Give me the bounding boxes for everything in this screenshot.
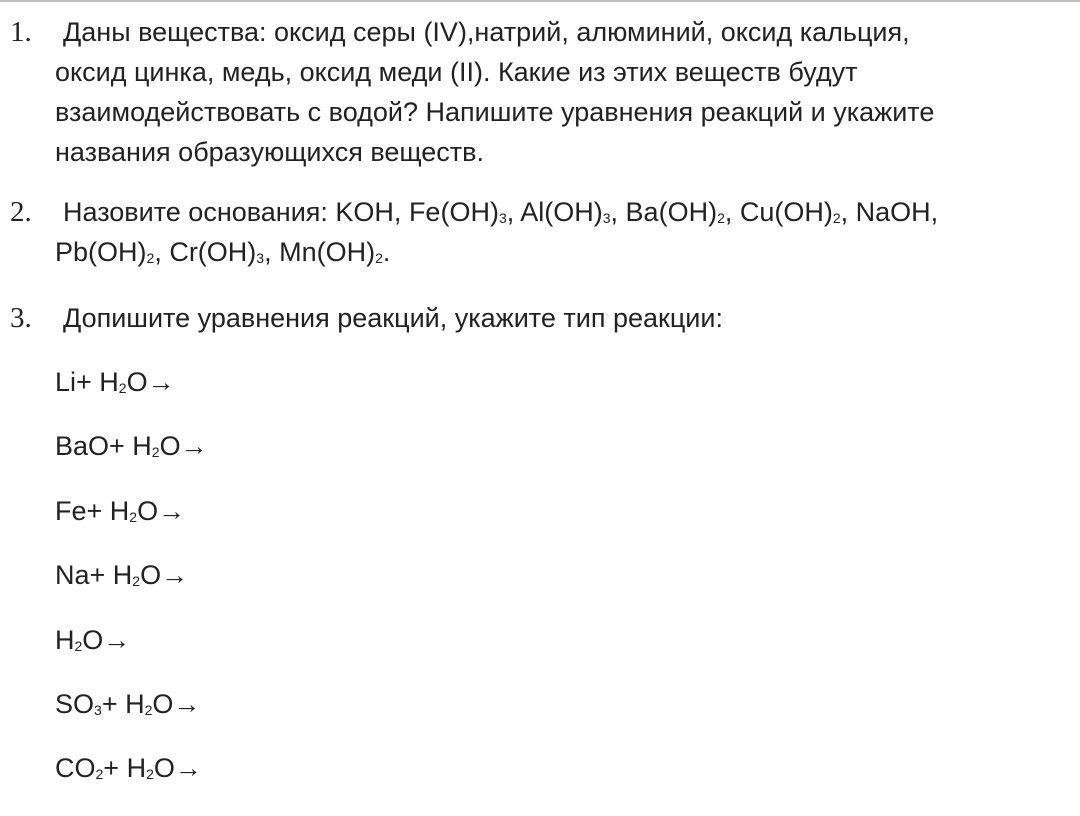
- text-run: + H: [101, 689, 145, 719]
- equation: [55, 750, 202, 790]
- subscript: 2: [717, 210, 725, 226]
- equation: [55, 428, 208, 468]
- question-text: [55, 12, 1065, 172]
- question-line: оксид цинка, медь, оксид меди (II). Какие из этих веществ будут: [55, 57, 858, 87]
- subscript: 2: [129, 509, 138, 525]
- text-run: , Ba(OH): [610, 197, 718, 227]
- question-1: [0, 12, 1080, 172]
- question-text: [55, 192, 1065, 272]
- text-run: Na+ H: [55, 560, 133, 590]
- text-run: .: [382, 237, 391, 267]
- equation: [55, 622, 130, 662]
- text-run: , Cu(OH): [724, 197, 833, 227]
- question-2: [0, 192, 1080, 272]
- subscript: 2: [74, 638, 83, 654]
- question-number: 3.: [10, 302, 32, 334]
- text-run: Назовите основания: KOH, Fe(OH): [63, 197, 499, 227]
- equation: [55, 557, 188, 597]
- text-run: SO: [55, 689, 95, 719]
- text-run: O→: [137, 496, 186, 526]
- subscript: 2: [146, 250, 155, 266]
- question-number: 2.: [10, 196, 32, 228]
- text-run: O→: [159, 431, 208, 461]
- subscript: 2: [151, 444, 160, 460]
- text-run: , Al(OH): [506, 197, 603, 227]
- text-run: + H: [103, 753, 147, 783]
- question-line: взаимодействовать с водой? Напишите уравнения реакций и укажите: [55, 97, 935, 127]
- subscript: 2: [95, 766, 104, 782]
- question-number: 1.: [10, 16, 32, 48]
- text-run: O→: [153, 753, 202, 783]
- text-run: , Cr(OH): [154, 237, 257, 267]
- subscript: 2: [832, 210, 841, 226]
- subscript: 2: [118, 380, 127, 396]
- subscript: 3: [94, 702, 102, 718]
- text-run: CO: [55, 753, 96, 783]
- text-run: O→: [82, 625, 131, 655]
- subscript: 2: [375, 250, 383, 266]
- text-run: , Mn(OH): [264, 237, 376, 267]
- text-run: O→: [126, 367, 175, 397]
- text-run: O→: [140, 560, 189, 590]
- question-line: Даны вещества: оксид серы (IV),натрий, алюминий, оксид кальция,: [63, 17, 910, 47]
- question-line: названия образующихся веществ.: [55, 137, 485, 167]
- text-run: Fe+ H: [55, 496, 130, 526]
- question-line: Допишите уравнения реакций, укажите тип реакции:: [63, 303, 723, 333]
- top-border: [0, 0, 1080, 2]
- equation: [55, 493, 185, 533]
- subscript: 3: [602, 210, 611, 226]
- question-3: [0, 298, 1080, 338]
- subscript: 3: [256, 250, 265, 266]
- subscript: 2: [146, 766, 154, 782]
- text-run: BaO+ H: [55, 431, 152, 461]
- question-line: [55, 232, 1065, 272]
- subscript: 2: [144, 702, 153, 718]
- text-run: , NaOH,: [840, 197, 939, 227]
- question-line: [55, 192, 1065, 232]
- text-run: Li+ H: [55, 367, 119, 397]
- equation: [55, 364, 175, 404]
- text-run: Pb(OH): [55, 237, 147, 267]
- equation: [55, 686, 200, 726]
- question-text: [55, 298, 1065, 338]
- subscript: 2: [132, 573, 141, 589]
- subscript: 3: [498, 210, 507, 226]
- text-run: O→: [152, 689, 201, 719]
- text-run: H: [55, 625, 75, 655]
